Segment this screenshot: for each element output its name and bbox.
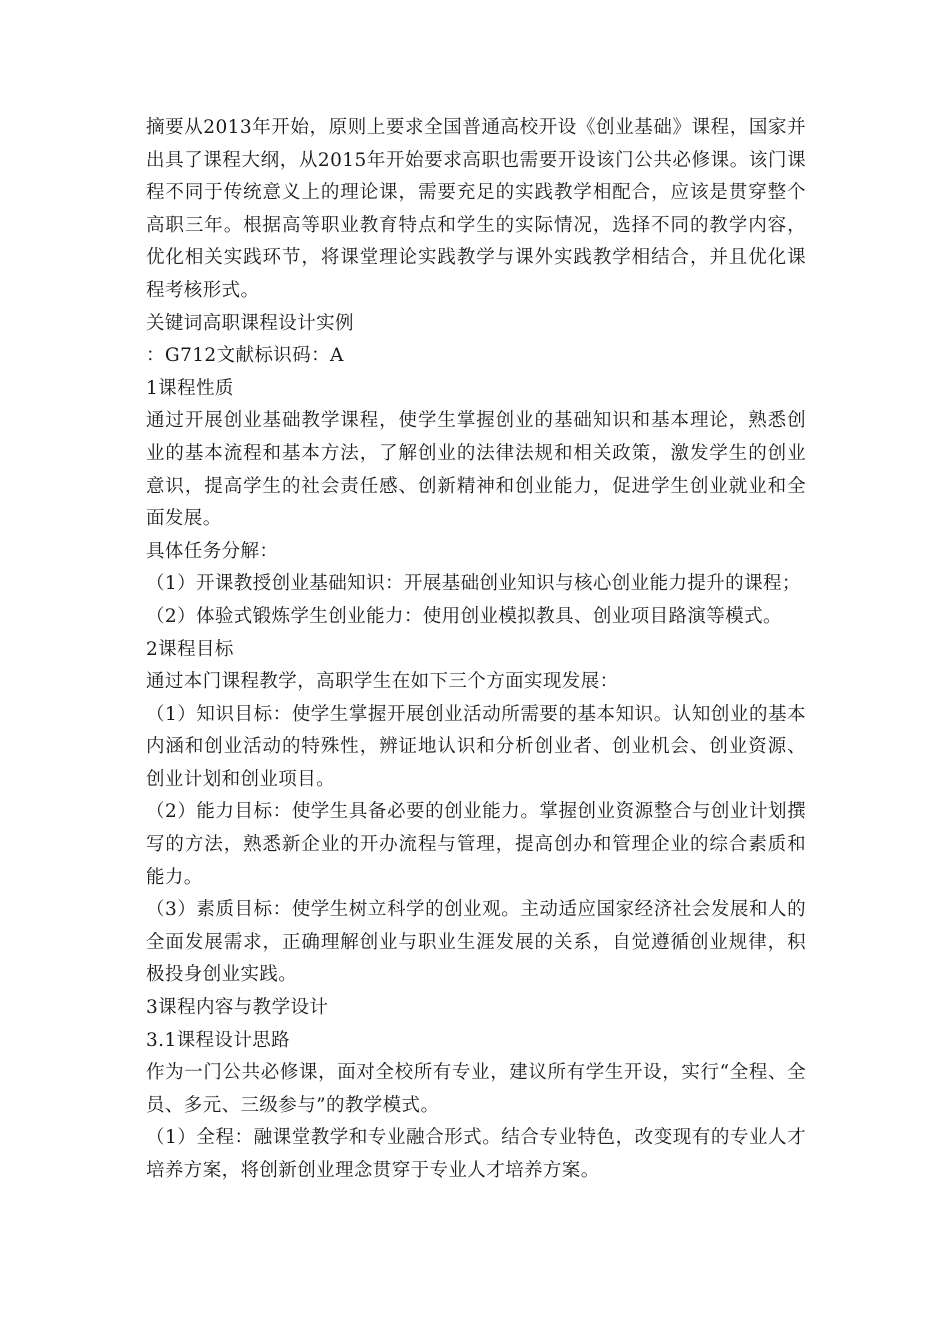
task-breakdown-label: 具体任务分解： <box>146 540 279 562</box>
subsection-heading-design-idea: 3.1课程设计思路 <box>146 1029 291 1051</box>
course-goals-intro: 通过本门课程教学，高职学生在如下三个方面实现发展： <box>146 671 619 693</box>
goal-ability: （2）能力目标：使学生具备必要的创业能力。掌握创业资源整合与创业计划撰写的方法，熟悉新企业的开办流程与管理，提高创办和管理企业的综合素质和能力。 <box>146 801 806 888</box>
keywords-line: 关键词高职课程设计实例 <box>146 312 354 334</box>
classification-line: ：G712文献标识码：A <box>146 345 344 367</box>
task-item-1: （1）开课教授创业基础知识：开展基础创业知识与核心创业能力提升的课程； <box>146 573 801 595</box>
section-heading-course-goals: 2课程目标 <box>146 638 234 660</box>
document-body <box>146 112 806 1188</box>
section-heading-course-nature: 1课程性质 <box>146 377 234 399</box>
section-heading-content-design: 3课程内容与教学设计 <box>146 997 329 1019</box>
task-item-2: （2）体验式锻炼学生创业能力：使用创业模拟教具、创业项目路演等模式。 <box>146 605 782 627</box>
design-idea-paragraph: 作为一门公共必修课，面对全校所有专业，建议所有学生开设，实行“全程、全员、多元、三级参与”的教学模式。 <box>146 1062 806 1116</box>
abstract-paragraph: 摘要从2013年开始，原则上要求全国普通高校开设《创业基础》课程，国家并出具了课程大纲，从2015年开始要求高职也需要开设该门公共必修课。该门课程不同于传统意义上的理论课，需要充足的实践教学相配合，应该是贯穿整个高职三年。根据高等职业教育特点和学生的实际情况，选择不同的教学内容，优化相关实践环节，将课堂理论实践教学与课外实践教学相结合，并且优化课程考核形式。 <box>146 117 806 301</box>
goal-knowledge: （1）知识目标：使学生掌握开展创业活动所需要的基本知识。认知创业的基本内涵和创业活动的特殊性，辨证地认识和分析创业者、创业机会、创业资源、创业计划和创业项目。 <box>146 703 806 790</box>
course-nature-paragraph: 通过开展创业基础教学课程，使学生掌握创业的基础知识和基本理论，熟悉创业的基本流程和基本方法，了解创业的法律法规和相关政策，激发学生的创业意识，提高学生的社会责任感、创新精神和创业能力，促进学生创业就业和全面发展。 <box>146 410 806 530</box>
design-item-1: （1）全程：融课堂教学和专业融合形式。结合专业特色，改变现有的专业人才培养方案，将创新创业理念贯穿于专业人才培养方案。 <box>146 1127 806 1181</box>
goal-quality: （3）素质目标：使学生树立科学的创业观。主动适应国家经济社会发展和人的全面发展需求，正确理解创业与职业生涯发展的关系，自觉遵循创业规律，积极投身创业实践。 <box>146 899 806 986</box>
